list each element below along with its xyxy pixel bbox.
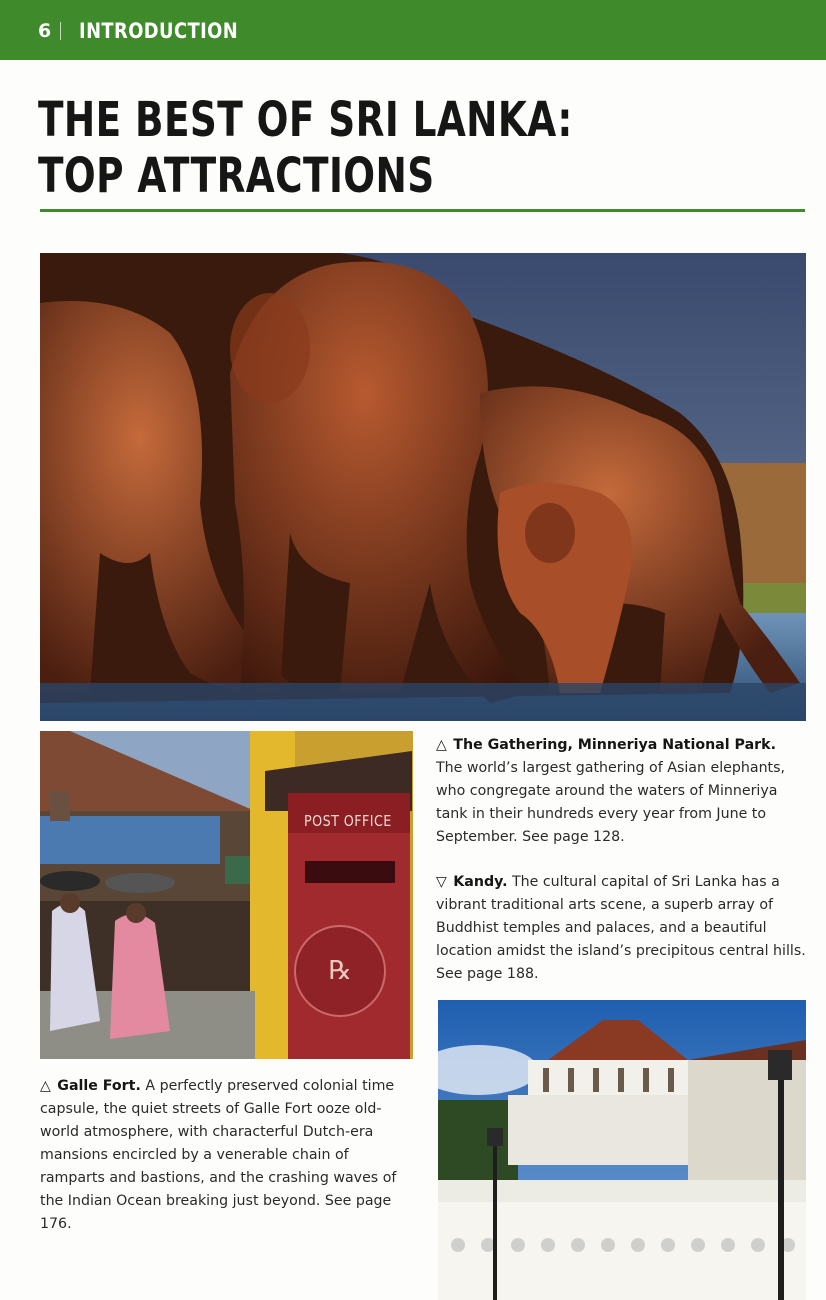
galle-fort-street-photo — [40, 731, 413, 1059]
page-title-line-1: THE BEST OF SRI LANKA: — [38, 92, 573, 148]
page-title — [38, 92, 631, 204]
title-rule — [40, 209, 805, 212]
up-triangle-icon: △ — [40, 1078, 51, 1094]
section-title: INTRODUCTION — [79, 19, 239, 43]
post-office-sign: POST OFFICE — [304, 812, 392, 830]
caption-gathering-head: The Gathering, Minneriya National Park. — [453, 737, 776, 753]
caption-galle — [40, 1075, 415, 1236]
caption-galle-body: A perfectly preserved colonial time capsule, the quiet streets of Galle Fort ooze old-world atmosphere, with characterful Dutch-era mansions encircled by a venerable chain of ramparts and bastions, and the crashing waves of the Indian Ocean breaking just beyond. See page 176. — [40, 1078, 397, 1232]
caption-kandy-body: The cultural capital of Sri Lanka has a vibrant traditional arts scene, a superb array of Buddhist temples and palaces, and a beautiful location amidst the island’s precipitous central hills. See page 188. — [436, 874, 806, 982]
caption-galle-head: Galle Fort. — [57, 1078, 141, 1094]
caption-gathering-body: The world’s largest gathering of Asian elephants, who congregate around the waters of Minneriya tank in their hundreds every year from June to September. See page 128. — [436, 760, 786, 845]
caption-kandy — [436, 871, 806, 986]
page-title-line-2: TOP ATTRACTIONS — [38, 148, 435, 204]
page-number: 6 — [38, 20, 52, 42]
up-triangle-icon: △ — [436, 737, 447, 753]
section-header-bar — [0, 0, 826, 60]
down-triangle-icon: ▽ — [436, 874, 447, 890]
caption-gathering — [436, 734, 806, 849]
svg-text:℞: ℞ — [328, 956, 352, 986]
header-divider — [60, 22, 61, 40]
caption-kandy-head: Kandy. — [453, 874, 508, 890]
elephant-herd-photo — [40, 253, 806, 721]
kandy-temple-photo — [438, 1000, 806, 1300]
